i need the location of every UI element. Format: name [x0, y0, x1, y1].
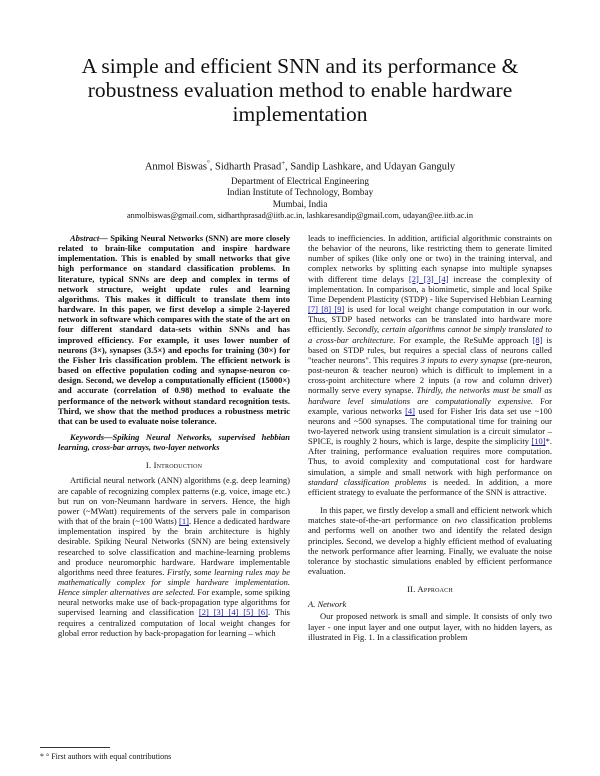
abstract-lead: Abstract— [70, 233, 108, 243]
right-text-italic-3: Thirdly, the networks must be small as hardware level simulations are computationally expensive. [308, 385, 552, 406]
network-paragraph: Our proposed network is small and simple. It consists of only two layer - one input layer and one output layer, with no hidden layers, as illustrated in Fig. 1. In a classification problem [308, 611, 552, 642]
citation-link[interactable]: [2] [3] [4] [408, 273, 449, 284]
citation-link[interactable]: [8] [532, 334, 543, 345]
citation-link[interactable]: [4] [405, 405, 416, 416]
intro-text-1: Artificial neural network (ANN) algorithms (e.g. deep learning) are capable of recognizing complex patterns (e.g. voice, image etc.) but run on von-Neumann hardware in servers. Hence, the high power (~MWatt) requirements of the servers pale in comparison with that of the brain (~100 Watts) [58, 475, 290, 527]
right-text-4: . For example, the ReSuMe approach [393, 334, 533, 345]
right-text-italic-2: 3 inputs to every synapse [420, 354, 508, 365]
subsection-heading-network: A. Network [308, 599, 347, 610]
right-text-italic-1: Secondly, certain algorithms cannot be simply translated to a cross-bar architecture [308, 324, 552, 345]
author-2: , Sidharth Prasad [209, 161, 282, 173]
author-1: Anmol Biswas [144, 161, 207, 173]
footnote-divider [40, 747, 110, 748]
citation-link[interactable]: [7] [8] [9] [308, 304, 345, 315]
contrib-text-1: In this paper, we firstly develop a small and efficient network which matches state-of-the-art performance on [308, 505, 552, 526]
author-list [40, 159, 560, 173]
left-column [58, 233, 290, 638]
author-2-mark: + [281, 159, 286, 167]
right-text-8: used for Fisher Iris data set use ~100 neurons and ~500 synapses. The computational time for training our two-layered network using transient simulation is a circuit simulator – SPICE, is roughly 2 hours, which is large, despite the simplicity [308, 405, 552, 447]
contribution-paragraph [308, 505, 552, 576]
abstract-body: Spiking Neural Networks (SNN) are more closely related to brain-like computation and inspire hardware implementation. This is enabled by small networks that give high performance on standard classification problems. In literature, typical SNNs are deep and complex in terms of network structure, weight update rules and learning algorithms. This makes it difficult to translate them into hardware. In this paper, we first develop a simple 2-layered network in software which compares with the state of the art on four different standard data-sets within SNNs and has improved efficiency. For example, it uses lower number of neurons (3×), synapses (3.5×) and epochs for training (30×) for the Fisher Iris classification problem. The efficient network is based on effective population coding and synapse-neuron co-design. Second, we develop a computationally efficient (15000×) and accurate (correlation of 0.98) method to evaluate the performance of the network without standard recognition tests. Third, we show that the method produces a robustness metric that can be used to evaluate noise tolerance. [58, 233, 290, 426]
contrib-text-italic: two [454, 515, 468, 526]
intro-text-4: . This requires a centralized computation of local weight changes for global error reduction by back-propagation for learning – which [58, 607, 290, 638]
keywords: Keywords—Spiking Neural Networks, supervised hebbian learning, cross-bar arrays, two-layer networks [58, 431, 290, 453]
paper-title: A simple and efficient SNN and its performance & robustness evaluation method to enable hardware implementation [81, 54, 519, 126]
right-text-3: is used for local weight change computation in our work. Thus, STDP based networks can be translated into hardware more efficiently. [308, 304, 552, 335]
right-text-9: *. After training, performance evaluation requires more computation. Thus, to avoid complexity and computational cost for hardware simulation, a simple and small network with high performance on [308, 436, 552, 477]
section-heading-approach: II. Approach [407, 584, 453, 595]
right-text-7: For example, various networks [308, 395, 552, 416]
citation-link[interactable]: [10] [531, 436, 546, 447]
author-1-mark: ° [206, 159, 210, 167]
affiliation-city: Mumbai, India [272, 198, 328, 209]
citation-link[interactable]: [2] [3] [4] [5] [6] [198, 607, 269, 618]
right-text-5: is based on STDP rules, but requires a special class of neurons called "teacher neurons". This requires [308, 334, 552, 365]
contrib-text-2: classification problems and performs well on another two and identify the related design principles. Second, we develop a highly efficient method of evaluating the network performance after learning. Finally, we evaluate the noise tolerance by stochastic simulations enabled by efficient performance evaluation. [308, 515, 552, 576]
right-text-italic-4: standard classification problems [308, 476, 427, 487]
intro-continued-paragraph [308, 233, 552, 497]
footnote: * ° First authors with equal contributions [40, 752, 172, 761]
right-text-6: (pre-neuron, post-neuron & teacher neuron) which is difficult to implement in a cross-point architecture where 2 inputs (a row and column driver) normally serve every synapse. [308, 354, 553, 396]
intro-text-2: . Hence a dedicated hardware implementation inspired by the brain architecture is highly desirable. Spiking Neural Networks (SNN) are being extensively researched to solve classification and machine-learning problems and produce neuromorphic hardware. Hardware implementable algorithms need three features. [58, 516, 290, 577]
affiliation-institute: Indian Institute of Technology, Bombay [226, 187, 374, 198]
right-text-10: is needed. In addition, a more efficient strategy to evaluate the performance of the SNN is attractive. [308, 476, 552, 497]
affiliation-block [40, 176, 560, 222]
right-text-1: leads to inefficiencies. In addition, artificial algorithmic constraints on the behavior of the neurons, like restricting them to generate limited number of spikes (like only one or two) in the training interval, and complex networks by splitting each synapse into multiple synapses with different time delays [308, 233, 552, 284]
citation-link[interactable]: [1] [179, 516, 189, 527]
right-text-2: increase the complexity of implementation. In comparison, a biomimetic, simple and local Spike Time Dependent Plasticity (STDP) - like Supervised Hebbian Learning [308, 273, 552, 304]
intro-text-3: For example, some spiking neural networks make use of back-propagation type algorithms for supervised learning and classification [58, 587, 290, 618]
section-heading-introduction: I. Introduction [145, 460, 203, 471]
author-rest: , Sandip Lashkare, and Udayan Ganguly [285, 161, 456, 173]
affiliation-emails: anmolbiswas@gmail.com, sidharthprasad@iitb.ac.in, lashkaresandip@gmail.com, udayan@ee.iitb.ac.in [127, 211, 473, 221]
right-column [308, 233, 552, 642]
affiliation-dept: Department of Electrical Engineering [230, 176, 369, 186]
abstract [58, 233, 290, 426]
intro-paragraph [58, 475, 290, 638]
intro-text-italic: Firstly, some learning rules may be mathematically complex for simple hardware implementation. Hence simpler alternatives are selected. [58, 566, 290, 598]
